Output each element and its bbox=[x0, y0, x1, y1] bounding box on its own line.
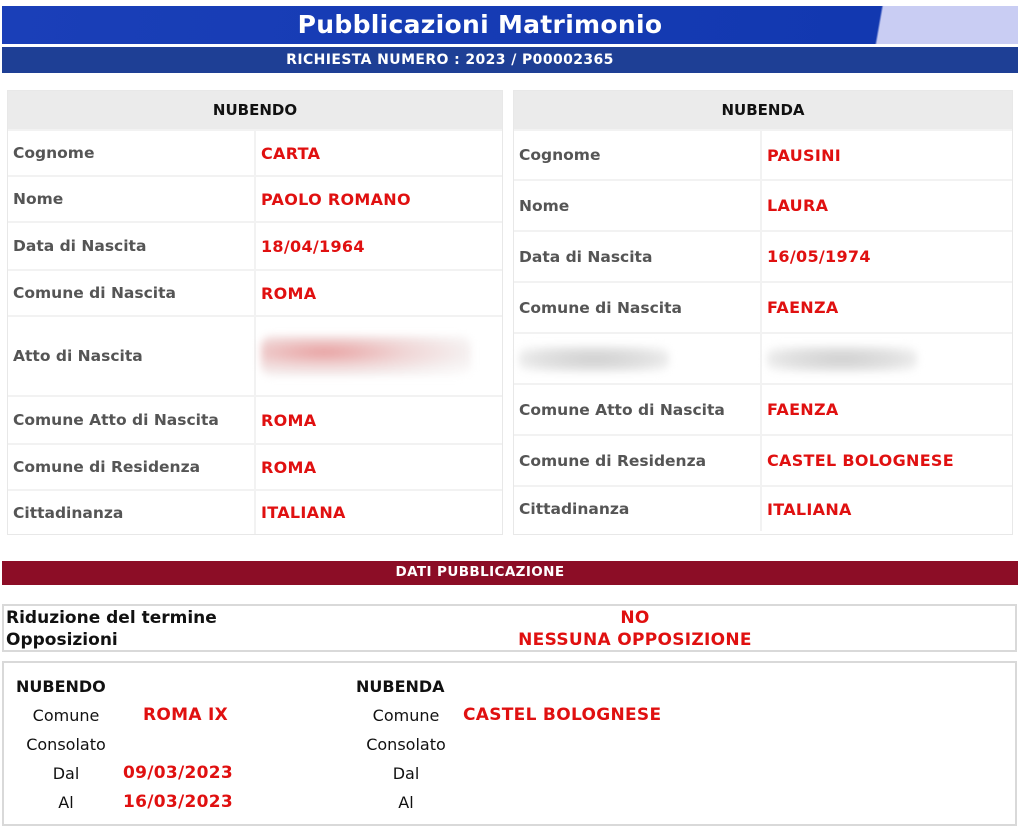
nubenda-comune-nascita-label: Comune di Nascita bbox=[514, 283, 762, 332]
pub-nubendo-consolato-label: Consolato bbox=[26, 735, 106, 754]
nubendo-cittadinanza-value: ITALIANA bbox=[261, 503, 346, 522]
table-row bbox=[514, 230, 1012, 281]
nubenda-cognome-label: Cognome bbox=[514, 131, 762, 179]
nubendo-data-nascita-label: Data di Nascita bbox=[8, 223, 256, 269]
nubendo-comune-nascita-value: ROMA bbox=[261, 283, 317, 303]
pub-nubendo-heading: NUBENDO bbox=[16, 677, 106, 696]
nubendo-comune-atto-label: Comune Atto di Nascita bbox=[8, 397, 256, 443]
page-title: Pubblicazioni Matrimonio bbox=[297, 10, 663, 39]
nubenda-heading: NUBENDA bbox=[514, 91, 1012, 129]
nubenda-data-nascita-label: Data di Nascita bbox=[514, 232, 762, 281]
nubenda-data-nascita-value: 16/05/1974 bbox=[767, 247, 871, 266]
pub-nubenda-al-label: Al bbox=[398, 793, 414, 812]
dati-pubblicazione-heading: DATI PUBBLICAZIONE bbox=[395, 564, 565, 580]
nubenda-comune-atto-label: Comune Atto di Nascita bbox=[514, 385, 762, 434]
nubenda-panel bbox=[513, 90, 1013, 535]
request-number-bar bbox=[2, 47, 1018, 73]
nubendo-comune-residenza-value: ROMA bbox=[261, 457, 317, 477]
request-number: RICHIESTA NUMERO : 2023 / P00002365 bbox=[286, 52, 614, 68]
table-row bbox=[514, 485, 1012, 531]
nubenda-comune-atto-value: FAENZA bbox=[767, 400, 839, 419]
table-row bbox=[514, 281, 1012, 332]
nubendo-panel bbox=[7, 90, 503, 535]
riduzione-label: Riduzione del termine bbox=[6, 608, 217, 628]
nubendo-heading: NUBENDO bbox=[8, 91, 502, 129]
pub-nubendo-comune-value: ROMA IX bbox=[143, 705, 229, 725]
redacted-value bbox=[767, 346, 917, 372]
nubendo-comune-residenza-label: Comune di Residenza bbox=[8, 445, 256, 489]
table-row bbox=[8, 221, 502, 269]
pub-nubendo-al-label: Al bbox=[58, 793, 74, 812]
nubenda-nome-value: LAURA bbox=[767, 196, 829, 215]
riduzione-value: NO bbox=[620, 608, 650, 628]
pub-nubendo-dal-label: Dal bbox=[52, 764, 80, 783]
opposizioni-value: NESSUNA OPPOSIZIONE bbox=[518, 630, 752, 650]
opposizioni-label: Opposizioni bbox=[6, 630, 118, 650]
pub-nubendo-al-value: 16/03/2023 bbox=[123, 792, 234, 812]
nubendo-comune-nascita-label: Comune di Nascita bbox=[8, 271, 256, 315]
nubenda-cognome-value: PAUSINI bbox=[767, 145, 842, 165]
table-row bbox=[8, 175, 502, 221]
pub-nubendo-comune-label: Comune bbox=[32, 706, 100, 725]
redacted-value bbox=[261, 336, 471, 376]
table-row bbox=[8, 395, 502, 443]
table-row bbox=[514, 383, 1012, 434]
dati-pubblicazione-bar bbox=[2, 561, 1018, 585]
nubendo-nome-label: Nome bbox=[8, 177, 256, 221]
pubblicazione-dettagli-box bbox=[2, 661, 1017, 826]
nubendo-atto-nascita-label: Atto di Nascita bbox=[8, 317, 256, 395]
nubenda-cittadinanza-value: ITALIANA bbox=[767, 499, 852, 519]
nubendo-comune-atto-value: ROMA bbox=[261, 410, 317, 430]
nubenda-nome-label: Nome bbox=[514, 181, 762, 230]
nubendo-data-nascita-value: 18/04/1964 bbox=[261, 236, 365, 256]
nubenda-atto-nascita-label bbox=[514, 334, 762, 383]
table-row bbox=[8, 315, 502, 395]
nubenda-comune-residenza-value: CASTEL BOLOGNESE bbox=[767, 451, 954, 470]
table-row bbox=[514, 332, 1012, 383]
pub-nubenda-heading: NUBENDA bbox=[356, 677, 445, 696]
title-bar bbox=[2, 6, 1018, 44]
pub-nubendo-dal-value: 09/03/2023 bbox=[123, 763, 234, 783]
table-row bbox=[8, 129, 502, 175]
table-row bbox=[8, 489, 502, 534]
table-row bbox=[8, 443, 502, 489]
table-row bbox=[514, 129, 1012, 179]
nubendo-nome-value: PAOLO ROMANO bbox=[261, 189, 411, 209]
table-row bbox=[514, 179, 1012, 230]
table-row bbox=[514, 434, 1012, 485]
nubendo-atto-nascita-value bbox=[256, 317, 502, 395]
nubenda-comune-residenza-label: Comune di Residenza bbox=[514, 436, 762, 485]
pub-nubenda-comune-label: Comune bbox=[372, 706, 440, 725]
redacted-label bbox=[519, 346, 669, 372]
nubenda-atto-nascita-value bbox=[762, 334, 1012, 383]
nubendo-cognome-label: Cognome bbox=[8, 131, 256, 175]
nubenda-cittadinanza-label: Cittadinanza bbox=[514, 487, 762, 531]
nubenda-comune-nascita-value: FAENZA bbox=[767, 298, 839, 317]
pub-nubenda-consolato-label: Consolato bbox=[366, 735, 446, 754]
pub-nubenda-comune-value: CASTEL BOLOGNESE bbox=[463, 705, 662, 725]
nubendo-cittadinanza-label: Cittadinanza bbox=[8, 491, 256, 534]
riduzione-opposizioni-box bbox=[2, 604, 1017, 652]
nubendo-cognome-value: CARTA bbox=[261, 143, 321, 163]
pub-nubenda-dal-label: Dal bbox=[392, 764, 420, 783]
table-row bbox=[8, 269, 502, 315]
